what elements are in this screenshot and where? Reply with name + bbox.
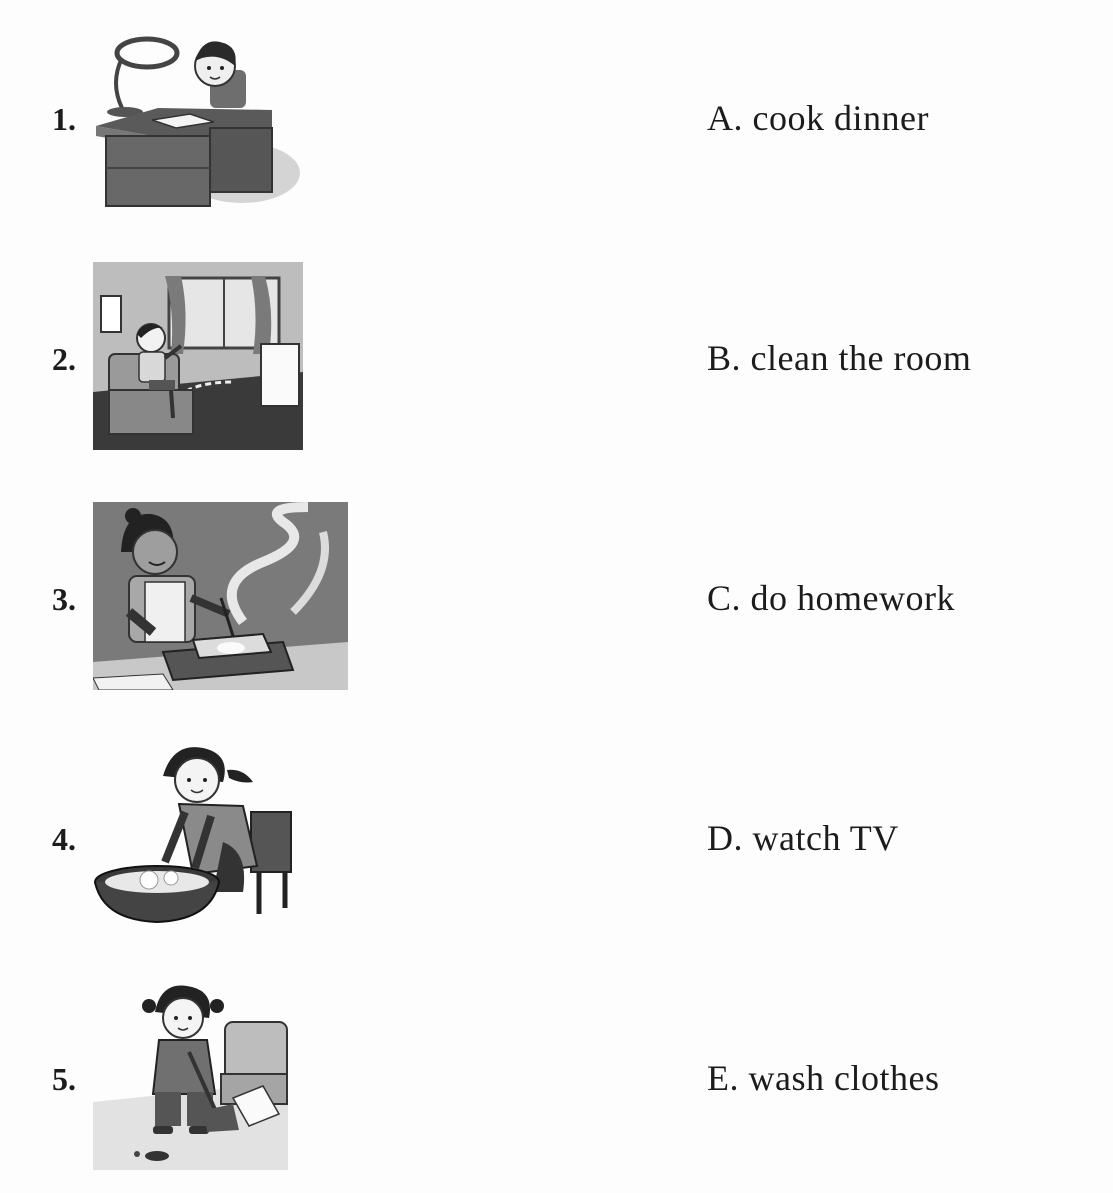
girl-sweeping-room-icon bbox=[93, 982, 288, 1170]
option-d: D. watch TV bbox=[707, 818, 899, 858]
option-a: A. cook dinner bbox=[707, 98, 929, 138]
option-b: B. clean the room bbox=[707, 338, 972, 378]
item-number: 4. bbox=[52, 821, 76, 857]
item-number: 3. bbox=[52, 581, 76, 617]
match-row-4 bbox=[0, 740, 1113, 940]
option-c: C. do homework bbox=[707, 578, 955, 618]
match-row-5 bbox=[0, 980, 1113, 1180]
girl-cooking-at-stove-icon bbox=[93, 502, 348, 690]
match-row-1 bbox=[0, 20, 1113, 220]
boy-doing-homework-at-desk-icon bbox=[92, 28, 302, 213]
match-row-3 bbox=[0, 500, 1113, 700]
option-e: E. wash clothes bbox=[707, 1058, 940, 1098]
item-number: 5. bbox=[52, 1061, 76, 1097]
item-number: 1. bbox=[52, 101, 76, 137]
girl-washing-clothes-in-basin-icon bbox=[93, 742, 303, 930]
boy-watching-tv-on-sofa-icon bbox=[93, 262, 303, 450]
item-number: 2. bbox=[52, 341, 76, 377]
match-row-2 bbox=[0, 260, 1113, 460]
